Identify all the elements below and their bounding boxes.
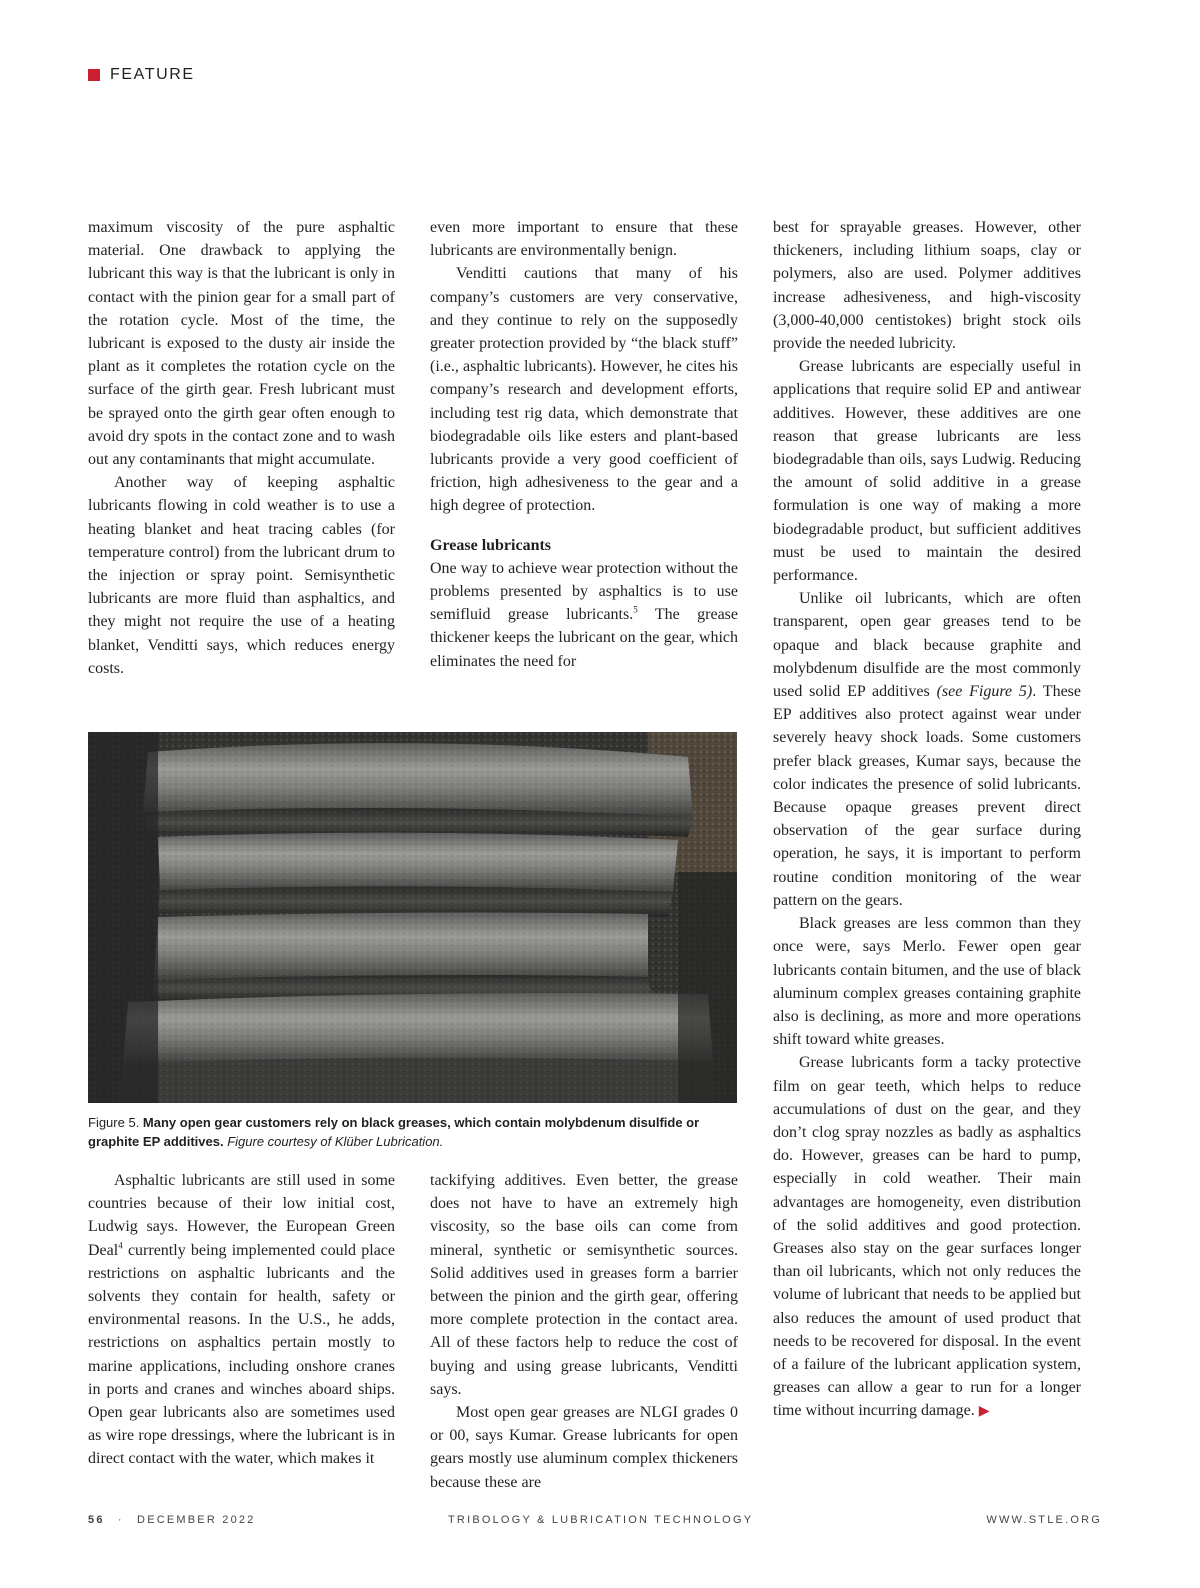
figure-credit: Figure courtesy of Klüber Lubrication. [223,1134,444,1149]
footnote-ref: 5 [633,604,638,615]
gear-teeth-grease-photo [88,732,737,1103]
text-run: One way to achieve wear protection without the problems presented by asphaltics is to use semifluid grease lubricants. [430,559,738,624]
paragraph: maximum viscosity of the pure asphaltic material. One drawback to applying the lubricant this way is that the lubricant is only in contact with the pinion gear for a small part of the rotation cycle. Most of the time, the lubricant is exposed to the dusty air inside the plant as it completes the rotation cycle on the surface of the girth gear. Fresh lubricant must be sprayed onto the girth gear often enough to avoid dry spots in the contact zone and to wash out any contaminants that might accumulate. [88,219,395,469]
paragraph: Grease lubricants are especially useful in applications that require solid EP and antiwear additives. However, these additives are one reason that grease lubricants are less biodegradable than oils, says Ludwig. Reducing the amount of solid additive in a grease formulation is one way of making a more biodegradable product, but sufficient additives must be used to maintain the desired performance. [773,358,1081,585]
text-run: Grease lubricants form a tacky protective film on gear teeth, which helps to reduce accumulations of dust on the gear, and they don’t clog spray nozzles as badly as asphaltics do. However, greases can be hard to pump, especially in cold weather. Their main advantages are homogeneity, even distribution of the solid additives and good protection. Greases also stay on the gear surfaces longer than oil lubricants, which not only reduces the volume of lubricant that needs to be applied but also reduces the amount of used product that needs to be recovered for disposal. In the event of a failure of the lubricant application system, greases can allow a gear to run for a longer time without incurring damage. [773,1054,1081,1420]
column-1-top [88,216,395,680]
paragraph: Most open gear greases are NLGI grades 0 or 00, says Kumar. Grease lubricants for open gears mostly use aluminum complex thickeners because these are [430,1404,738,1491]
paragraph: Black greases are less common than they once were, says Merlo. Fewer open gear lubricants contain bitumen, and the use of black aluminum complex greases containing graphite also is declining, as more and more operations shift toward white greases. [773,915,1081,1049]
text-run: The grease thickener keeps the lubricant on the gear, which eliminates the need for [430,606,738,670]
text-run: . These EP additives also protect against wear under severely heavy shock loads. Some customers prefer black greases, Kumar says, because the color indicates the presence of solid lubricants. Because opaque greases prevent direct observation of the gear surface during operation, he says, it is important to perform routine condition monitoring of the wear pattern on the gears. [773,683,1081,909]
paragraph [773,1051,1081,1423]
issue-date: DECEMBER 2022 [137,1514,256,1526]
figure-reference: (see Figure 5) [936,683,1033,701]
paragraph [773,587,1081,912]
footnote-ref: 4 [118,1240,123,1251]
paragraph: Another way of keeping asphaltic lubricants flowing in cold weather is to use a heating blanket and heat tracing cables (for temperature control) from the lubricant drum to the injection or spray point. Semisynthetic lubricants are more fluid than asphaltics, and they might not require the use of a heating blanket, Venditti says, which reduces energy costs. [88,474,395,677]
column-2-top [430,216,738,673]
paragraph [88,1169,395,1471]
text-run: currently being implemented could place restrictions on asphaltic lubricants and the solvents they contain for health, safety or environmental reasons. In the U.S., he adds, restrictions on asphaltics pertain mostly to marine applications, including onshore cranes in ports and cranes and winches aboard ships. Open gear lubricants also are sometimes used as wire rope dressings, where the lubricant is in direct contact with the water, which makes it [88,1241,395,1468]
magazine-name: TRIBOLOGY & LUBRICATION TECHNOLOGY [448,1514,754,1526]
section-marker-square [88,69,100,81]
paragraph: Venditti cautions that many of his company’s customers are very conservative, and they continue to rely on the supposedly greater protection provided by “the black stuff” (i.e., asphaltic lubricants). However, he cites his company’s research and development efforts, including test rig data, which demonstrate that biodegradable oils like esters and plant-based lubricants provide a very good coefficient of friction, high adhesiveness to the gear and a high degree of protection. [430,265,738,515]
paragraph: tackifying additives. Even better, the grease does not have to have an extremely high viscosity, so the base oils can come from mineral, synthetic or semisynthetic sources. Solid additives used in greases form a barrier between the pinion and the girth gear, offering more complete protection in the contact area. All of these factors help to reduce the cost of buying and using grease lubricants, Venditti says. [430,1172,738,1398]
paragraph: even more important to ensure that these lubricants are environmentally benign. [430,219,738,260]
section-tag [88,66,195,84]
footer-separator: · [117,1514,124,1526]
footer-left [88,1514,256,1526]
continue-arrow-icon: ▶ [978,1404,990,1420]
section-label: FEATURE [110,66,195,83]
column-1-bottom [88,1169,395,1471]
paragraph: best for sprayable greases. However, other thickeners, including lithium soaps, clay or polymers, also are used. Polymer additives increase adhesiveness, and high-viscosity (3,000-40,000 centistokes) bright stock oils provide the needed lubricity. [773,219,1081,353]
website-url[interactable]: WWW.STLE.ORG [986,1514,1102,1526]
figure-label: Figure 5. [88,1115,140,1130]
text-run: Unlike oil lubricants, which are often transparent, open gear greases tend to be opaque and black because graphite and molybdenum disulfide are the most commonly used solid EP additives [773,590,1081,701]
figure-caption [88,1113,738,1151]
text-run: Asphaltic lubricants are still used in some countries because of their low initial cost, Ludwig says. However, the European Green Deal [88,1172,395,1259]
column-2-bottom [430,1169,738,1494]
figure-photo [88,732,737,1103]
page-number: 56 [88,1514,105,1526]
column-3 [773,216,1081,1424]
subheading: Grease lubricants [430,536,552,554]
caption-text: Many open gear customers rely on black greases, which contain molybdenum disulfide or graphite EP additives. [88,1115,700,1149]
paragraph [430,557,738,673]
